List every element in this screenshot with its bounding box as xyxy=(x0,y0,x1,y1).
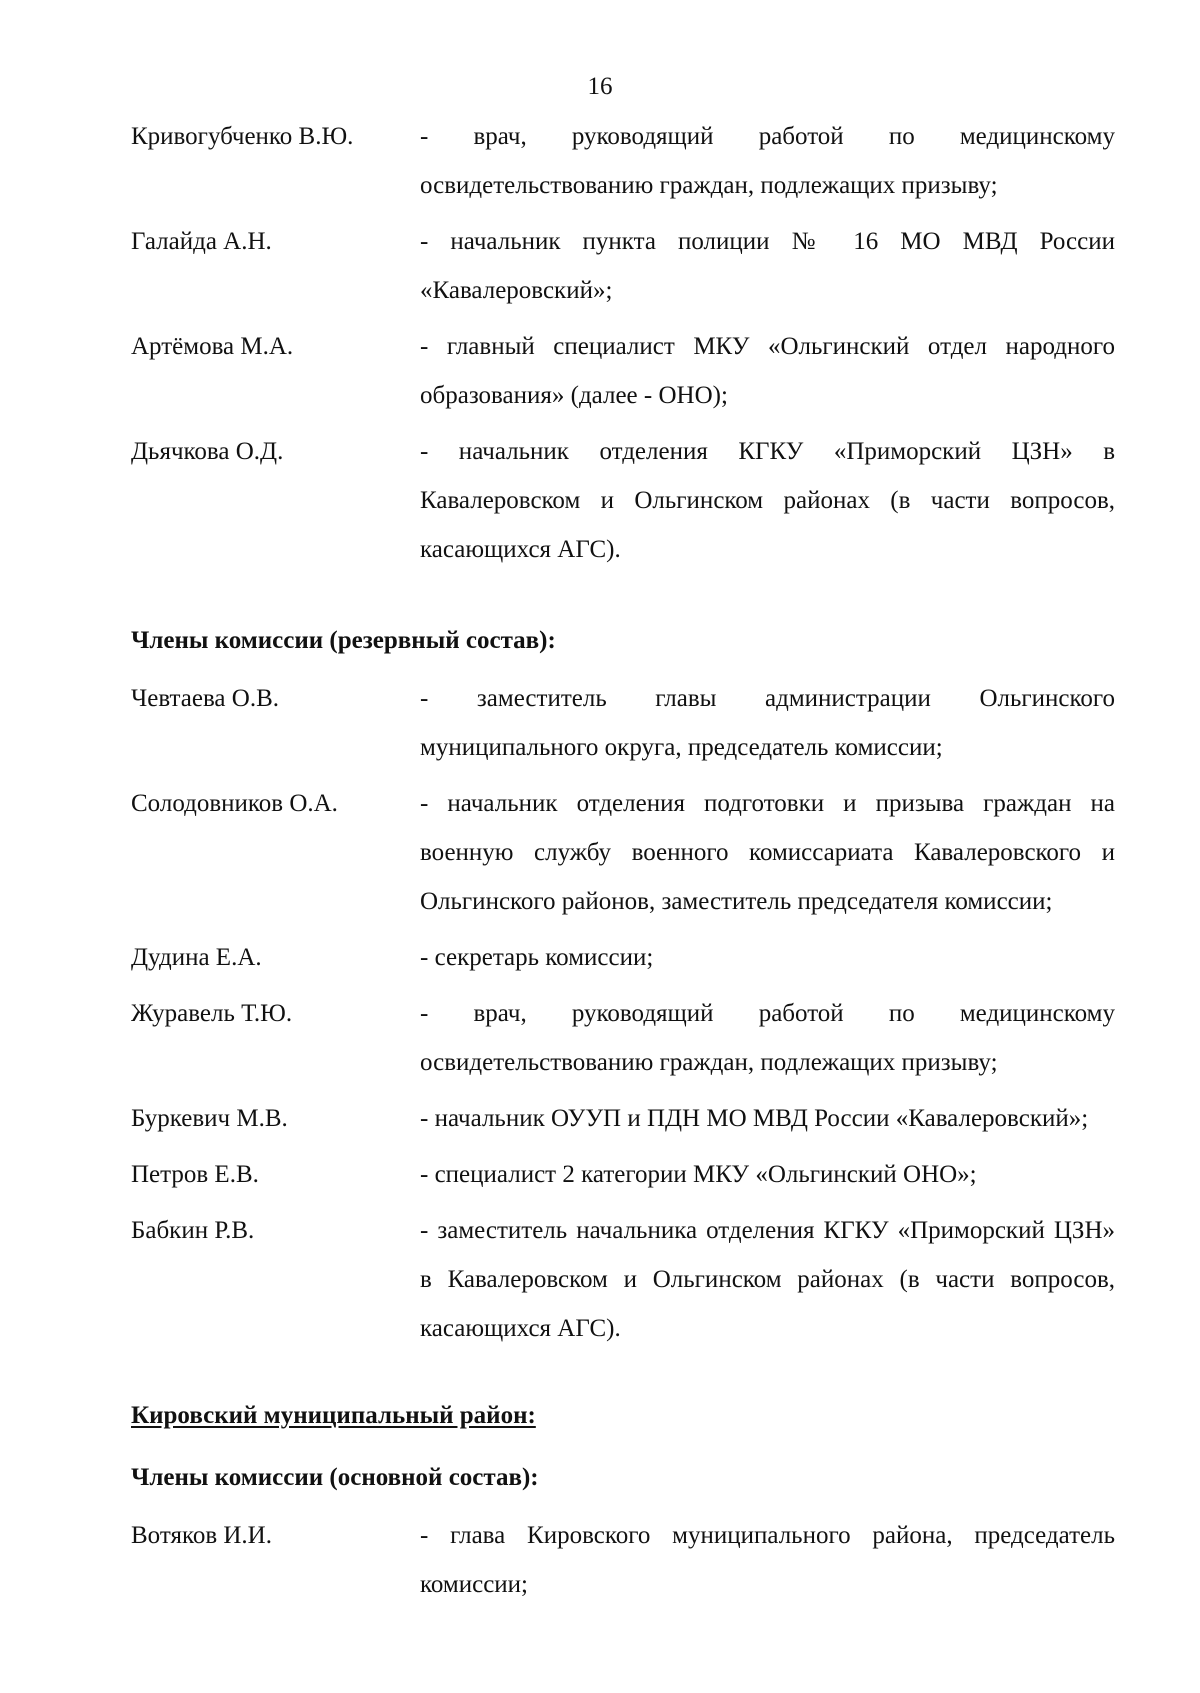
reserve-members-list xyxy=(131,674,1115,1353)
member-row xyxy=(131,1511,1115,1609)
member-name: Чевтаева О.В. xyxy=(131,685,279,712)
member-name: Буркевич М.В. xyxy=(131,1105,288,1132)
member-position: - глава Кировского муниципального района, председатель комиссии; xyxy=(420,1522,1115,1598)
member-position: - врач, руководящий работой по медицинскому освидетельствованию граждан, подлежащих призыву; xyxy=(420,123,1115,199)
member-name: Солодовников О.А. xyxy=(131,790,338,817)
member-name: Петров Е.В. xyxy=(131,1161,259,1188)
member-row xyxy=(131,933,1115,982)
reserve-members-heading: Члены комиссии (резервный состав): xyxy=(131,627,556,654)
member-row xyxy=(131,779,1115,926)
member-name: Кривогубченко В.Ю. xyxy=(131,123,354,150)
main-members-list xyxy=(131,1511,1115,1609)
member-row xyxy=(131,1206,1115,1353)
member-row xyxy=(131,1094,1115,1143)
member-name: Галайда А.Н. xyxy=(131,228,272,255)
member-position: - заместитель главы администрации Ольгинского муниципального округа, председатель комиссии; xyxy=(420,685,1115,761)
member-position: - начальник отделения КГКУ «Приморский ЦЗН» в Кавалеровском и Ольгинском районах (в части вопросов, касающихся АГС). xyxy=(420,438,1115,563)
member-name: Вотяков И.И. xyxy=(131,1522,272,1549)
member-position: - врач, руководящий работой по медицинскому освидетельствованию граждан, подлежащих призыву; xyxy=(420,1000,1115,1076)
member-row xyxy=(131,112,1115,210)
member-position: - заместитель начальника отделения КГКУ «Приморский ЦЗН» в Кавалеровском и Ольгинском районах (в части вопросов, касающихся АГС). xyxy=(420,1217,1115,1342)
member-position: - главный специалист МКУ «Ольгинский отдел народного образования» (далее - ОНО); xyxy=(420,333,1115,409)
main-members-heading: Члены комиссии (основной состав): xyxy=(131,1464,539,1491)
member-name: Дудина Е.А. xyxy=(131,944,262,971)
member-row xyxy=(131,322,1115,420)
member-row xyxy=(131,1150,1115,1199)
member-row xyxy=(131,217,1115,315)
member-position: - начальник отделения подготовки и призыва граждан на военную службу военного комиссариата Кавалеровского и Ольгинского районов, заместитель председателя комиссии; xyxy=(420,790,1115,915)
member-row xyxy=(131,674,1115,772)
member-name: Дьячкова О.Д. xyxy=(131,438,284,465)
member-row xyxy=(131,989,1115,1087)
member-position: - начальник ОУУП и ПДН МО МВД России «Кавалеровский»; xyxy=(420,1105,1089,1132)
member-name: Бабкин Р.В. xyxy=(131,1217,255,1244)
members-list-continued xyxy=(131,112,1115,574)
document-body xyxy=(131,112,1115,1616)
member-name: Артёмова М.А. xyxy=(131,333,294,360)
member-position: - начальник пункта полиции № 16 МО МВД России «Кавалеровский»; xyxy=(420,228,1115,304)
page-number: 16 xyxy=(587,73,613,100)
member-name: Журавель Т.Ю. xyxy=(131,1000,293,1027)
member-position: - секретарь комиссии; xyxy=(420,944,654,971)
member-row xyxy=(131,427,1115,574)
member-position: - специалист 2 категории МКУ «Ольгинский ОНО»; xyxy=(420,1161,977,1188)
district-heading: Кировский муниципальный район: xyxy=(131,1402,536,1429)
